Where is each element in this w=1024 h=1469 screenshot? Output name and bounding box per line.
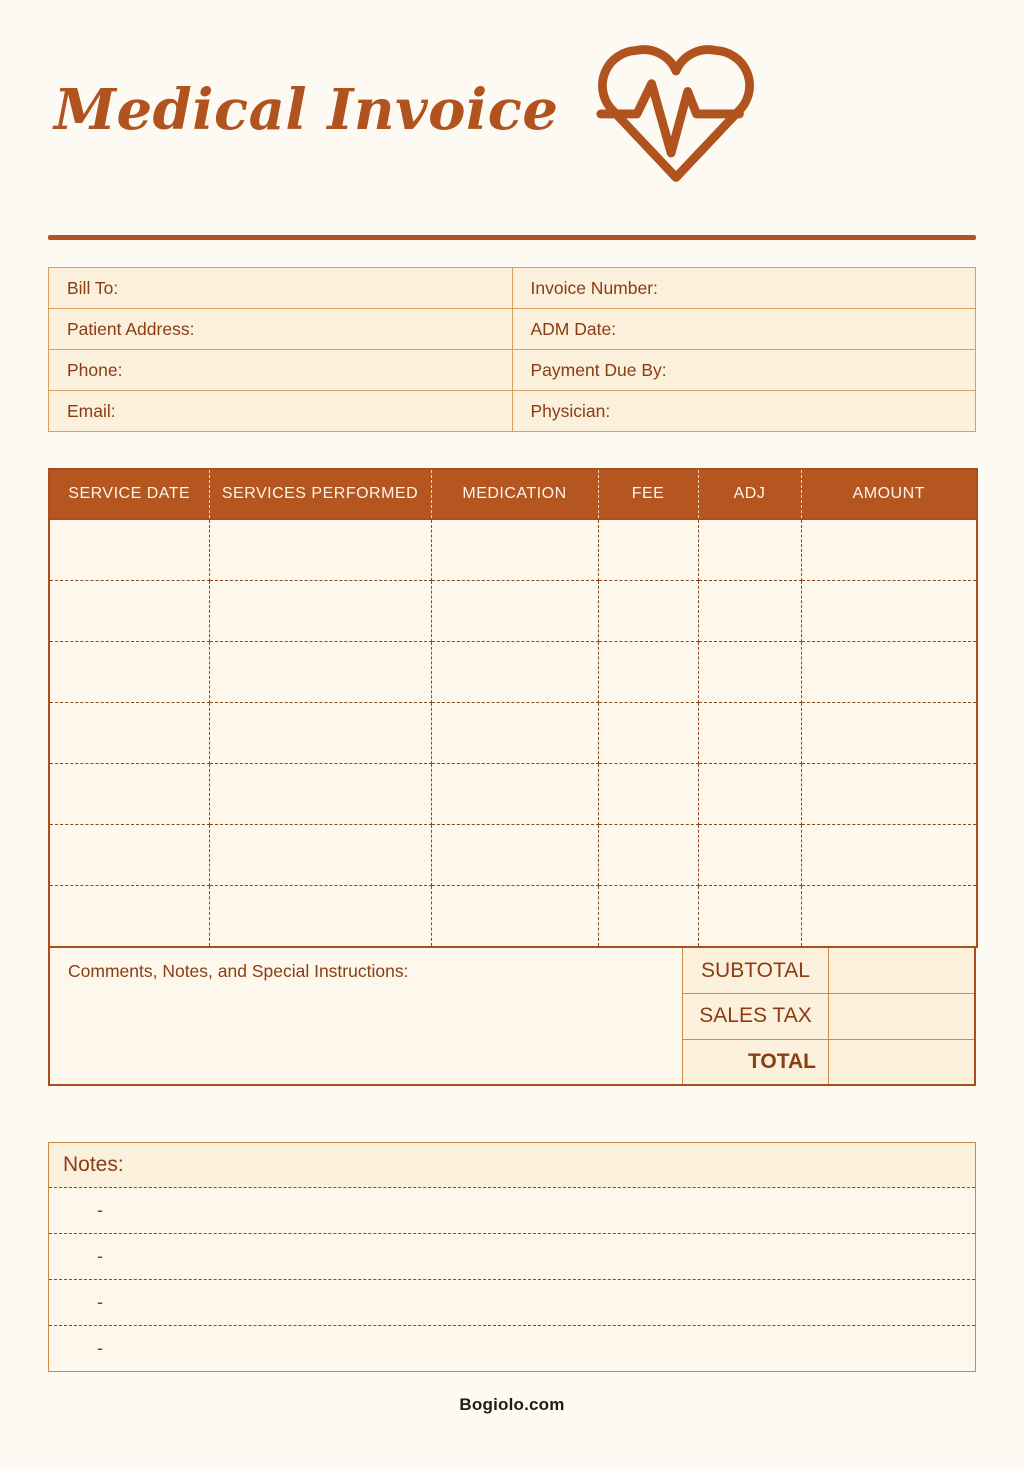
- cell-service-date[interactable]: [49, 581, 209, 642]
- note-line-1[interactable]: -: [49, 1188, 976, 1234]
- cell-amount[interactable]: [801, 581, 977, 642]
- total-label: TOTAL: [683, 1039, 829, 1084]
- cell-fee[interactable]: [598, 519, 698, 581]
- field-physician[interactable]: Physician:: [512, 391, 976, 432]
- cell-medication[interactable]: [431, 519, 598, 581]
- cell-service-date[interactable]: [49, 642, 209, 703]
- note-line-4[interactable]: -: [97, 1338, 103, 1358]
- cell-services-performed[interactable]: [209, 703, 431, 764]
- cell-medication[interactable]: [431, 886, 598, 948]
- field-patient-address[interactable]: Patient Address:: [49, 309, 513, 350]
- cell-medication[interactable]: [431, 703, 598, 764]
- cell-fee[interactable]: [598, 886, 698, 948]
- cell-adj[interactable]: [698, 519, 801, 581]
- footer-brand: Bogiolo.com: [459, 1395, 565, 1414]
- list-item: [49, 1280, 976, 1326]
- column-header-amount: AMOUNT: [801, 469, 977, 519]
- sales-tax-label: SALES TAX: [683, 993, 829, 1038]
- cell-amount[interactable]: [801, 886, 977, 948]
- subtotal-value[interactable]: [829, 948, 974, 993]
- cell-services-performed[interactable]: [209, 764, 431, 825]
- table-row: [49, 703, 977, 764]
- total-value[interactable]: [829, 1039, 974, 1084]
- services-table: [48, 468, 978, 948]
- cell-services-performed[interactable]: [209, 825, 431, 886]
- cell-adj[interactable]: [698, 764, 801, 825]
- comments-label: Comments, Notes, and Special Instructions:: [68, 961, 409, 981]
- cell-adj[interactable]: [698, 825, 801, 886]
- table-row: [49, 642, 977, 703]
- list-item: [49, 1234, 976, 1280]
- cell-fee[interactable]: [598, 703, 698, 764]
- cell-service-date[interactable]: [49, 764, 209, 825]
- list-item: [49, 1326, 976, 1372]
- heart-pulse-icon: [593, 37, 759, 187]
- cell-adj[interactable]: [698, 703, 801, 764]
- field-email[interactable]: Email:: [49, 391, 513, 432]
- sales-tax-value[interactable]: [829, 993, 974, 1038]
- cell-medication[interactable]: [431, 825, 598, 886]
- cell-service-date[interactable]: [49, 519, 209, 581]
- cell-amount[interactable]: [801, 703, 977, 764]
- cell-medication[interactable]: [431, 642, 598, 703]
- field-adm-date[interactable]: ADM Date:: [512, 309, 976, 350]
- invoice-header: [48, 0, 976, 235]
- comments-and-totals: [48, 948, 976, 1086]
- field-phone[interactable]: Phone:: [49, 350, 513, 391]
- notes-heading-row: [49, 1143, 976, 1188]
- table-row: [49, 519, 977, 581]
- services-body: [49, 519, 977, 947]
- invoice-info-table: [48, 267, 976, 432]
- table-row: [49, 581, 977, 642]
- column-header-service-date: SERVICE DATE: [49, 469, 209, 519]
- cell-adj[interactable]: [698, 642, 801, 703]
- cell-fee[interactable]: [598, 642, 698, 703]
- table-row: [49, 268, 976, 309]
- cell-services-performed[interactable]: [209, 886, 431, 948]
- list-item: [49, 1188, 976, 1234]
- cell-fee[interactable]: [598, 764, 698, 825]
- cell-amount[interactable]: [801, 642, 977, 703]
- cell-fee[interactable]: [598, 825, 698, 886]
- table-row: [49, 825, 977, 886]
- comments-box[interactable]: [50, 948, 683, 1084]
- totals-box: [683, 948, 974, 1084]
- column-header-services-performed: SERVICES PERFORMED: [209, 469, 431, 519]
- table-row: [49, 309, 976, 350]
- cell-services-performed[interactable]: [209, 581, 431, 642]
- cell-adj[interactable]: [698, 581, 801, 642]
- cell-fee[interactable]: [598, 581, 698, 642]
- cell-medication[interactable]: [431, 764, 598, 825]
- cell-services-performed[interactable]: [209, 519, 431, 581]
- table-row: [49, 391, 976, 432]
- note-line-2[interactable]: -: [49, 1234, 976, 1280]
- field-invoice-number[interactable]: Invoice Number:: [512, 268, 976, 309]
- cell-service-date[interactable]: [49, 703, 209, 764]
- title-divider: [48, 235, 976, 240]
- services-header-row: [49, 469, 977, 519]
- note-line-3[interactable]: -: [49, 1280, 976, 1326]
- field-payment-due-by[interactable]: Payment Due By:: [512, 350, 976, 391]
- subtotal-label: SUBTOTAL: [683, 948, 829, 993]
- notes-table: [48, 1142, 976, 1372]
- cell-medication[interactable]: [431, 581, 598, 642]
- column-header-adj: ADJ: [698, 469, 801, 519]
- totals-row-subtotal: [683, 948, 974, 993]
- cell-adj[interactable]: [698, 886, 801, 948]
- cell-amount[interactable]: [801, 825, 977, 886]
- table-row: [49, 764, 977, 825]
- table-row: [49, 350, 976, 391]
- cell-amount[interactable]: [801, 519, 977, 581]
- cell-amount[interactable]: [801, 764, 977, 825]
- column-header-fee: FEE: [598, 469, 698, 519]
- table-row: [49, 886, 977, 948]
- cell-service-date[interactable]: [49, 886, 209, 948]
- field-bill-to[interactable]: Bill To:: [49, 268, 513, 309]
- notes-heading: Notes:: [49, 1143, 976, 1188]
- column-header-medication: MEDICATION: [431, 469, 598, 519]
- cell-services-performed[interactable]: [209, 642, 431, 703]
- page-title: Medical Invoice: [54, 76, 559, 143]
- totals-row-total: [683, 1039, 974, 1084]
- totals-row-sales-tax: [683, 993, 974, 1038]
- cell-service-date[interactable]: [49, 825, 209, 886]
